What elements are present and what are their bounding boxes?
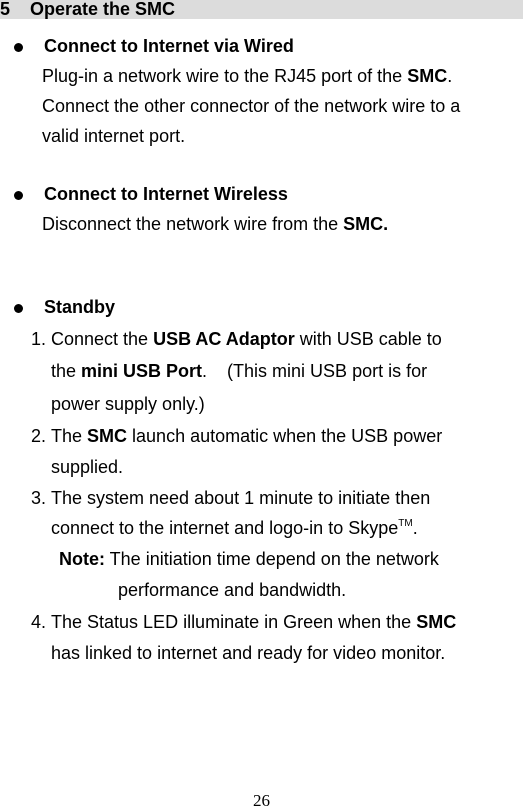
step-2-line-2: supplied. xyxy=(51,457,124,477)
step-2-line-1 xyxy=(51,426,442,447)
section-title: Operate the SMC xyxy=(30,0,176,19)
step-1-number: 1. xyxy=(31,329,47,349)
wireless-heading: Connect to Internet Wireless xyxy=(44,184,288,204)
text: connect to the internet and logo-in to Skype xyxy=(51,518,399,538)
text: the xyxy=(51,361,82,381)
text: . xyxy=(412,518,418,538)
wired-heading: Connect to Internet via Wired xyxy=(44,36,294,56)
smc-term: SMC xyxy=(416,612,457,632)
step-3-line-2 xyxy=(51,518,418,539)
step-1-line-3: power supply only.) xyxy=(51,394,205,414)
wired-line-3: valid internet port. xyxy=(42,126,186,146)
standby-heading: Standby xyxy=(44,297,116,317)
note-line-2: performance and bandwidth. xyxy=(118,580,347,600)
step-4-line-2: has linked to internet and ready for video monitor. xyxy=(51,643,446,663)
text: Connect the xyxy=(51,329,154,349)
step-4-number: 4. xyxy=(31,612,47,632)
step-2-number: 2. xyxy=(31,426,47,446)
usb-adaptor-term: USB AC Adaptor xyxy=(153,329,295,349)
section-heading xyxy=(0,0,175,19)
text: . (This mini USB port is for xyxy=(202,361,428,381)
text: Plug-in a network wire to the RJ45 port of the xyxy=(42,66,408,86)
step-3-line-1: The system need about 1 minute to initiate then xyxy=(51,488,431,508)
mini-usb-term: mini USB Port xyxy=(81,361,203,381)
note-line-1 xyxy=(59,549,439,570)
text: The Status LED illuminate in Green when the xyxy=(51,612,417,632)
text: Disconnect the network wire from the xyxy=(42,214,344,234)
smc-term: SMC xyxy=(407,66,448,86)
text: with USB cable to xyxy=(294,329,442,349)
wireless-line-1 xyxy=(42,214,388,235)
text: . xyxy=(447,66,453,86)
wired-line-1 xyxy=(42,66,452,87)
step-3-number: 3. xyxy=(31,488,47,508)
smc-term: SMC xyxy=(87,426,128,446)
bullet-icon xyxy=(14,191,23,200)
section-number: 5 xyxy=(0,0,11,19)
bullet-icon xyxy=(14,304,23,313)
text: The initiation time depend on the network xyxy=(105,549,439,569)
trademark-symbol: TM xyxy=(398,518,413,529)
step-1-line-2 xyxy=(51,361,427,382)
step-4-line-1 xyxy=(51,612,456,633)
step-1-line-1 xyxy=(51,329,442,350)
wired-line-2: Connect the other connector of the network wire to a xyxy=(42,96,461,116)
text: The xyxy=(51,426,88,446)
note-label: Note: xyxy=(59,549,105,569)
bullet-icon xyxy=(14,43,23,52)
smc-term: SMC. xyxy=(343,214,389,234)
text: launch automatic when the USB power xyxy=(127,426,443,446)
page-number: 26 xyxy=(253,791,270,810)
